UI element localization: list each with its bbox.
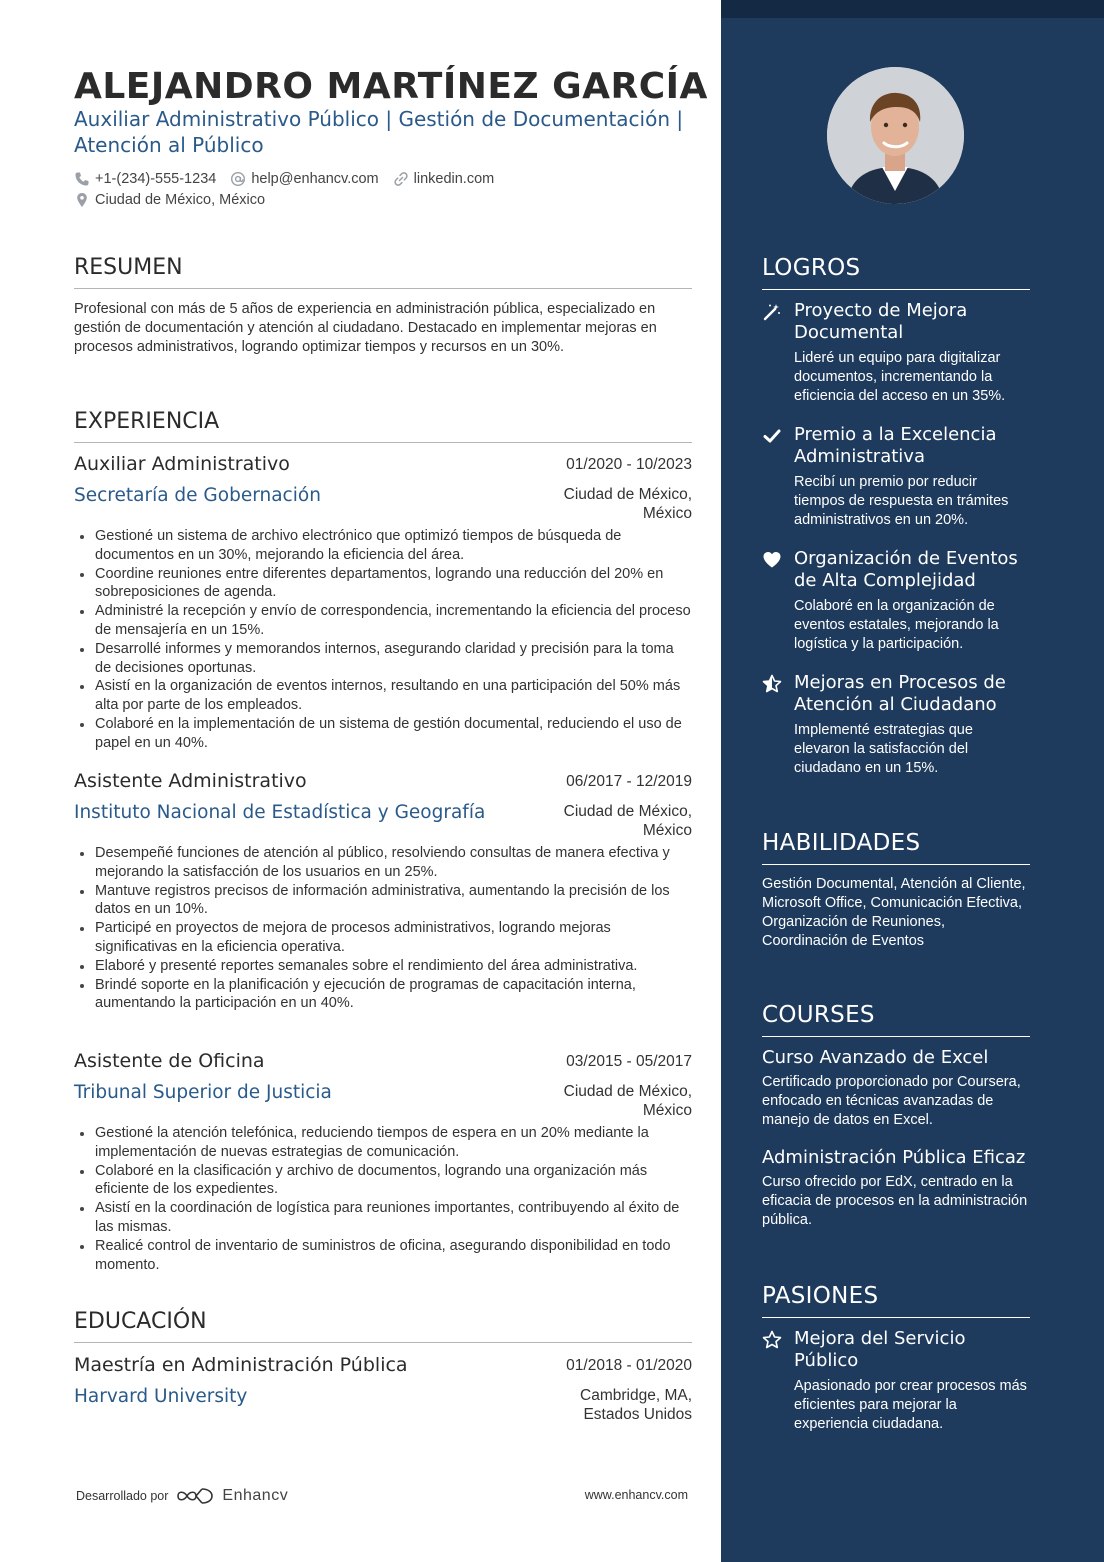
job-location — [532, 802, 692, 840]
job-location-line: México — [642, 822, 692, 839]
contact-row — [74, 171, 494, 187]
job-location-line: Ciudad de México, — [563, 1083, 692, 1100]
website-link[interactable]: www.enhancv.com — [584, 1488, 688, 1502]
education-header — [74, 1354, 692, 1386]
contact-location — [74, 192, 265, 208]
skills-section-title: HABILIDADES — [762, 830, 1030, 865]
achievement-description: Lideré un equipo para digitalizar documentos, incrementando la eficiencia del acceso en un 35%. — [794, 350, 1006, 404]
course-description: Curso ofrecido por EdX, centrado en la eficacia de procesos en la administración pública. — [762, 1174, 1028, 1228]
passion-item — [762, 1328, 1030, 1434]
courses-section — [762, 1002, 1030, 1247]
profile-photo — [827, 67, 964, 204]
candidate-name: ALEJANDRO MARTÍNEZ GARCÍA — [74, 66, 708, 107]
linkedin-text[interactable]: linkedin.com — [413, 171, 495, 187]
skills-text: Gestión Documental, Atención al Cliente, Microsoft Office, Comunicación Efectiva, Organización de Reuniones, Coordinación de Eventos — [762, 876, 1026, 949]
contact-phone — [74, 171, 216, 187]
skills-section — [762, 830, 1030, 951]
job-entry — [74, 1050, 692, 1274]
course-item — [762, 1147, 1030, 1230]
avatar-illustration — [827, 67, 964, 204]
email-text[interactable]: help@enhancv.com — [251, 171, 379, 187]
footer — [76, 1480, 688, 1510]
bullet-item: Asistí en la organización de eventos internos, resultando en una participación del 50% más alta por parte de los empleados. — [74, 677, 692, 715]
education-subheader — [74, 1386, 692, 1428]
education-location — [532, 1386, 692, 1424]
education-dates: 01/2018 - 01/2020 — [566, 1357, 692, 1374]
star-outline-icon — [762, 1330, 782, 1350]
brand-name: Enhancv — [222, 1487, 289, 1504]
achievement-description: Implementé estrategias que elevaron la satisfacción del ciudadano en un 15%. — [794, 722, 973, 776]
achievements-section — [762, 255, 1030, 796]
education-location-line: Estados Unidos — [583, 1406, 692, 1423]
achievement-title: Organización de Eventos de Alta Complejidad — [794, 548, 1018, 591]
phone-text: +1-(234)-555-1234 — [95, 171, 217, 187]
passions-section-title: PASIONES — [762, 1283, 1030, 1318]
job-organization: Instituto Nacional de Estadística y Geografía — [74, 802, 486, 823]
location-text: Ciudad de México, México — [95, 192, 266, 208]
bullet-item: Realicé control de inventario de suministros de oficina, asegurando disponibilidad en todo momento. — [74, 1237, 692, 1275]
phone-icon — [74, 171, 90, 187]
job-location-line: México — [642, 1102, 692, 1119]
star-half-icon — [762, 674, 782, 694]
job-header — [74, 770, 692, 802]
bullet-item: Colaboré en la clasificación y archivo de documentos, logrando una organización más eficiente de los expedientes. — [74, 1162, 692, 1200]
job-dates: 01/2020 - 10/2023 — [566, 456, 692, 473]
powered-by-text: Desarrollado por — [76, 1489, 169, 1503]
achievement-description: Colaboré en la organización de eventos estatales, mejorando la logística y la participación. — [794, 598, 999, 652]
job-role: Asistente Administrativo — [74, 770, 307, 792]
job-dates: 03/2015 - 05/2017 — [566, 1053, 692, 1070]
job-header — [74, 453, 692, 485]
contact-email[interactable] — [230, 171, 378, 187]
achievement-item — [762, 548, 1030, 654]
courses-section-title: COURSES — [762, 1002, 1030, 1037]
footer-branding — [76, 1486, 288, 1506]
achievements-section-title: LOGROS — [762, 255, 1030, 290]
experience-section-title: EXPERIENCIA — [74, 409, 692, 443]
summary-text: Profesional con más de 5 años de experiencia en administración pública, especializado en gestión de documentación y atención al ciudadano. Destacado en implementar mejoras en procesos administrativos, logrando optimizar tiempos y recursos en un 30%. — [74, 301, 657, 355]
contact-row-location — [74, 192, 265, 208]
checkmark-icon — [762, 426, 782, 446]
headline — [74, 106, 694, 158]
education-section-title: EDUCACIÓN — [74, 1309, 692, 1343]
course-item — [762, 1047, 1030, 1130]
bullet-item: Brindé soporte en la planificación y ejecución de programas de capacitación interna, aumentando la participación en un 40%. — [74, 976, 692, 1014]
headline-line: Atención al Público — [74, 133, 264, 157]
job-header — [74, 1050, 692, 1082]
bullet-item: Gestioné un sistema de archivo electrónico que optimizó tiempos de búsqueda de documentos en un 30%, mejorando la eficiencia del área. — [74, 527, 692, 565]
job-organization: Tribunal Superior de Justicia — [74, 1082, 332, 1103]
job-location — [532, 485, 692, 523]
achievement-item — [762, 424, 1030, 530]
job-location-line: Ciudad de México, — [563, 486, 692, 503]
job-role: Auxiliar Administrativo — [74, 453, 290, 475]
school: Harvard University — [74, 1386, 248, 1407]
bullet-item: Elaboré y presenté reportes semanales sobre el rendimiento del área administrativa. — [74, 957, 692, 976]
job-location-line: Ciudad de México, — [563, 803, 692, 820]
job-role: Asistente de Oficina — [74, 1050, 265, 1072]
achievement-description: Recibí un premio por reducir tiempos de respuesta en trámites administrativos en un 20%. — [794, 474, 1009, 528]
enhancv-logo-icon — [176, 1486, 214, 1506]
education-location-line: Cambridge, MA, — [580, 1387, 692, 1404]
job-dates: 06/2017 - 12/2019 — [566, 773, 692, 790]
course-title: Administración Pública Eficaz — [762, 1147, 1026, 1168]
job-bullets — [74, 844, 692, 1013]
job-subheader — [74, 802, 692, 844]
link-icon — [393, 171, 409, 187]
course-title: Curso Avanzado de Excel — [762, 1047, 989, 1068]
job-location — [532, 1082, 692, 1120]
education-entry — [74, 1354, 692, 1428]
job-entry — [74, 770, 692, 1013]
job-organization: Secretaría de Gobernación — [74, 485, 321, 506]
achievement-title: Mejoras en Procesos de Atención al Ciudadano — [794, 672, 1006, 715]
bullet-item: Asistí en la coordinación de logística para reuniones importantes, contribuyendo al éxito de las mismas. — [74, 1199, 692, 1237]
bullet-item: Desarrollé informes y memorandos internos, asegurando claridad y precisión para la toma de decisiones oportunas. — [74, 640, 692, 678]
achievement-item — [762, 672, 1030, 778]
at-icon — [230, 171, 246, 187]
degree: Maestría en Administración Pública — [74, 1354, 408, 1376]
passion-title: Mejora del Servicio Público — [794, 1328, 966, 1371]
achievement-title: Proyecto de Mejora Documental — [794, 300, 968, 343]
passions-section — [762, 1283, 1030, 1452]
sidebar-top-strip — [721, 0, 1104, 18]
summary-section-title: RESUMEN — [74, 255, 692, 289]
heart-icon — [762, 550, 782, 570]
bullet-item: Administré la recepción y envío de correspondencia, incrementando la eficiencia del proceso de mensajería en un 15%. — [74, 602, 692, 640]
headline-line: Auxiliar Administrativo Público | Gestión de Documentación | — [74, 107, 684, 131]
bullet-item: Gestioné la atención telefónica, reduciendo tiempos de espera en un 20% mediante la implementación de nuevas estrategias de comunicación. — [74, 1124, 692, 1162]
contact-linkedin[interactable] — [393, 171, 495, 187]
bullet-item: Coordine reuniones entre diferentes departamentos, logrando una reducción del 20% en sobreposiciones de agenda. — [74, 565, 692, 603]
passion-description: Apasionado por crear procesos más eficientes para mejorar la experiencia ciudadana. — [794, 1378, 1027, 1432]
job-entry — [74, 453, 692, 753]
bullet-item: Desempeñé funciones de atención al público, resolviendo consultas de manera efectiva y mejorando la satisfacción de los usuarios en un 25%. — [74, 844, 692, 882]
bullet-item: Participé en proyectos de mejora de procesos administrativos, logrando mejoras significativas en la eficiencia operativa. — [74, 919, 692, 957]
magic-wand-icon — [762, 302, 782, 322]
job-subheader — [74, 485, 692, 527]
job-bullets — [74, 1124, 692, 1274]
job-bullets — [74, 527, 692, 753]
sidebar — [721, 0, 1104, 1562]
job-subheader — [74, 1082, 692, 1124]
course-description: Certificado proporcionado por Coursera, enfocado en técnicas avanzadas de manejo de datos en Excel. — [762, 1074, 1021, 1128]
bullet-item: Colaboré en la implementación de un sistema de gestión documental, reduciendo el uso de papel en un 40%. — [74, 715, 692, 753]
job-location-line: México — [642, 505, 692, 522]
achievement-item — [762, 300, 1030, 406]
bullet-item: Mantuve registros precisos de información administrativa, aumentando la precisión de los datos en un 10%. — [74, 882, 692, 920]
achievement-title: Premio a la Excelencia Administrativa — [794, 424, 997, 467]
location-pin-icon — [74, 192, 90, 208]
